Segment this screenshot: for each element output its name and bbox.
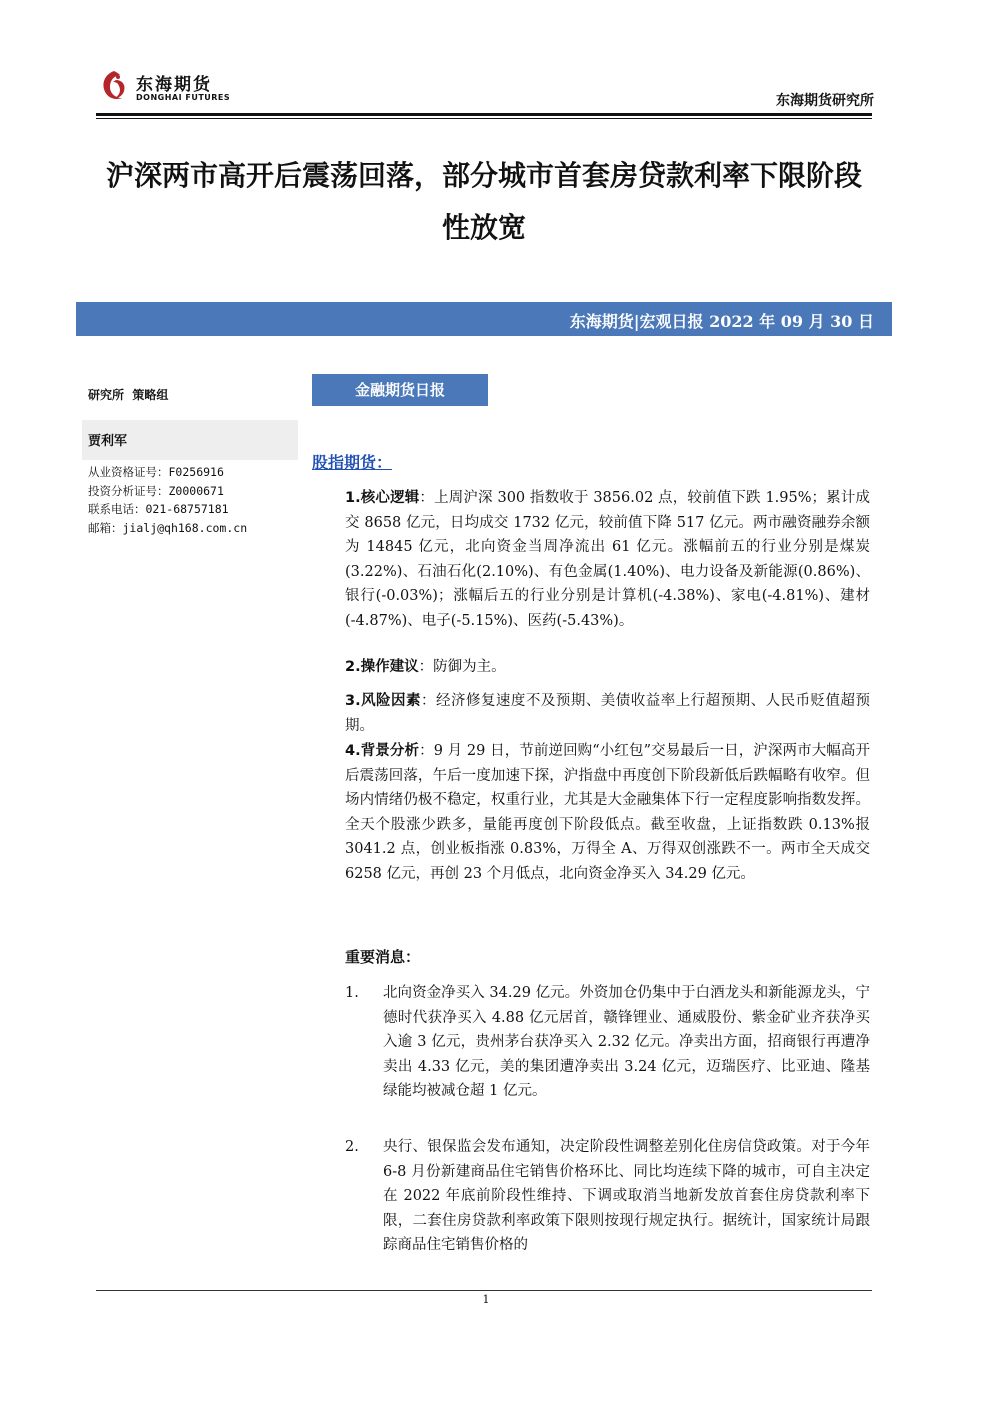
analyst-number: 投资分析证号：Z0000671 xyxy=(88,483,224,498)
risk-factors-text: ：经济修复速度不及预期、美债收益率上行超预期、人民币贬值超预期。 xyxy=(345,693,870,734)
header-rule-thin xyxy=(96,118,872,119)
contact-phone: 联系电话：021-68757181 xyxy=(88,502,229,516)
core-logic-lead: 1.核心逻辑 xyxy=(345,490,420,506)
report-type-badge: 金融期货日报 xyxy=(312,374,488,406)
department: 研究所 策略组 xyxy=(88,388,169,402)
operation-advice-lead: 2.操作建议 xyxy=(345,659,419,675)
author-credentials xyxy=(88,463,247,537)
report-title: 沪深两市高开后震荡回落，部分城市首套房贷款利率下限阶段性放宽 xyxy=(105,159,862,244)
contact-email: 邮箱：jialj@qh168.com.cn xyxy=(88,520,248,535)
logo-en-text: DONGHAI FUTURES xyxy=(136,93,231,102)
logo-cn-text: 东海期货 xyxy=(136,75,212,95)
risk-factors-lead: 3.风险因素 xyxy=(345,693,422,709)
background-paragraph xyxy=(345,739,870,886)
author-name: 贾利军 xyxy=(88,434,128,449)
date-banner-text: 东海期货|宏观日报 2022 年 09 月 30 日 xyxy=(569,312,874,331)
operation-advice-text: ：防御为主。 xyxy=(418,659,506,675)
donghai-logo-icon xyxy=(96,68,132,104)
footer-rule xyxy=(96,1290,872,1291)
date-banner xyxy=(76,302,892,336)
background-text: ：9 月 29 日，节前逆回购“小红包”交易最后一日，沪深两市大幅高开后震荡回落，午后一度加速下探，沪指盘中再度创下阶段新低后跌幅略有收窄。但场内情绪仍极不稳定，权重行业，尤其是大金融集体下行一定程度影响指数发挥。全天个股涨少跌多，量能再度创下阶段低点。截至收盘，上证指数跌 0.13%报 3041.2 点，创业板指涨 0.83%，万得全 A、万得双创涨跌不一。两市全天成交 6258 亿元，再创 23 个月低点，北向资金净买入 34.29 亿元。 xyxy=(345,743,870,882)
core-logic-text: ：上周沪深 300 指数收于 3856.02 点，较前值下跌 1.95%；累计成交 8658 亿元，日均成交 1732 亿元，较前值下降 517 亿元。两市融资融券余额为 14845 亿元，北向资金当周净流出 61 亿元。涨幅前五的行业分别是煤炭(3.22%)、石油石化(2.10%)、有色金属(1.40%)、电力设备及新能源(0.86%)、银行(-0.03%)；涨幅后五的行业分别是计算机(-4.38%)、家电(-4.81%)、建材(-4.87%)、电子(-5.15%)、医药(-5.43%)。 xyxy=(345,490,870,629)
donghai-logo xyxy=(96,68,236,108)
news-heading: 重要消息： xyxy=(345,948,421,966)
news-item xyxy=(345,981,870,1104)
background-lead: 4.背景分析 xyxy=(345,743,420,759)
section-link-index-futures[interactable]: 股指期货： xyxy=(312,453,393,472)
qualification-number: 从业资格证号：F0256916 xyxy=(88,465,224,479)
news-item-text: 北向资金净买入 34.29 亿元。外资加仓仍集中于白酒龙头和新能源龙头，宁德时代获净买入 4.88 亿元居首，赣锋锂业、通威股份、紫金矿业齐获净买入逾 3 亿元，贵州茅台获净买入 2.32 亿元。净卖出方面，招商银行再遭净卖出 4.33 亿元，美的集团遭净卖出 3.24 亿元，迈瑞医疗、比亚迪、隆基绿能均被减仓超 1 亿元。 xyxy=(383,985,870,1099)
header-rule xyxy=(96,113,872,116)
author-box xyxy=(82,420,298,460)
page-number: 1 xyxy=(482,1293,490,1306)
news-item xyxy=(345,1135,870,1258)
news-item-number: 1. xyxy=(345,985,359,1001)
operation-advice-paragraph xyxy=(345,655,870,680)
news-item-number: 2. xyxy=(345,1139,359,1155)
risk-factors-paragraph xyxy=(345,689,870,738)
news-item-text: 央行、银保监会发布通知，决定阶段性调整差别化住房信贷政策。对于今年 6-8 月份新建商品住宅销售价格环比、同比均连续下降的城市，可自主决定在 2022 年底前阶段性维持、下调或取消当地新发放首套住房贷款利率下限，二套住房贷款利率政策下限则按现行规定执行。据统计，国家统计局跟踪商品住宅销售价格的 xyxy=(383,1139,870,1253)
institute-name: 东海期货研究所 xyxy=(776,93,874,109)
core-logic-paragraph xyxy=(345,486,870,633)
